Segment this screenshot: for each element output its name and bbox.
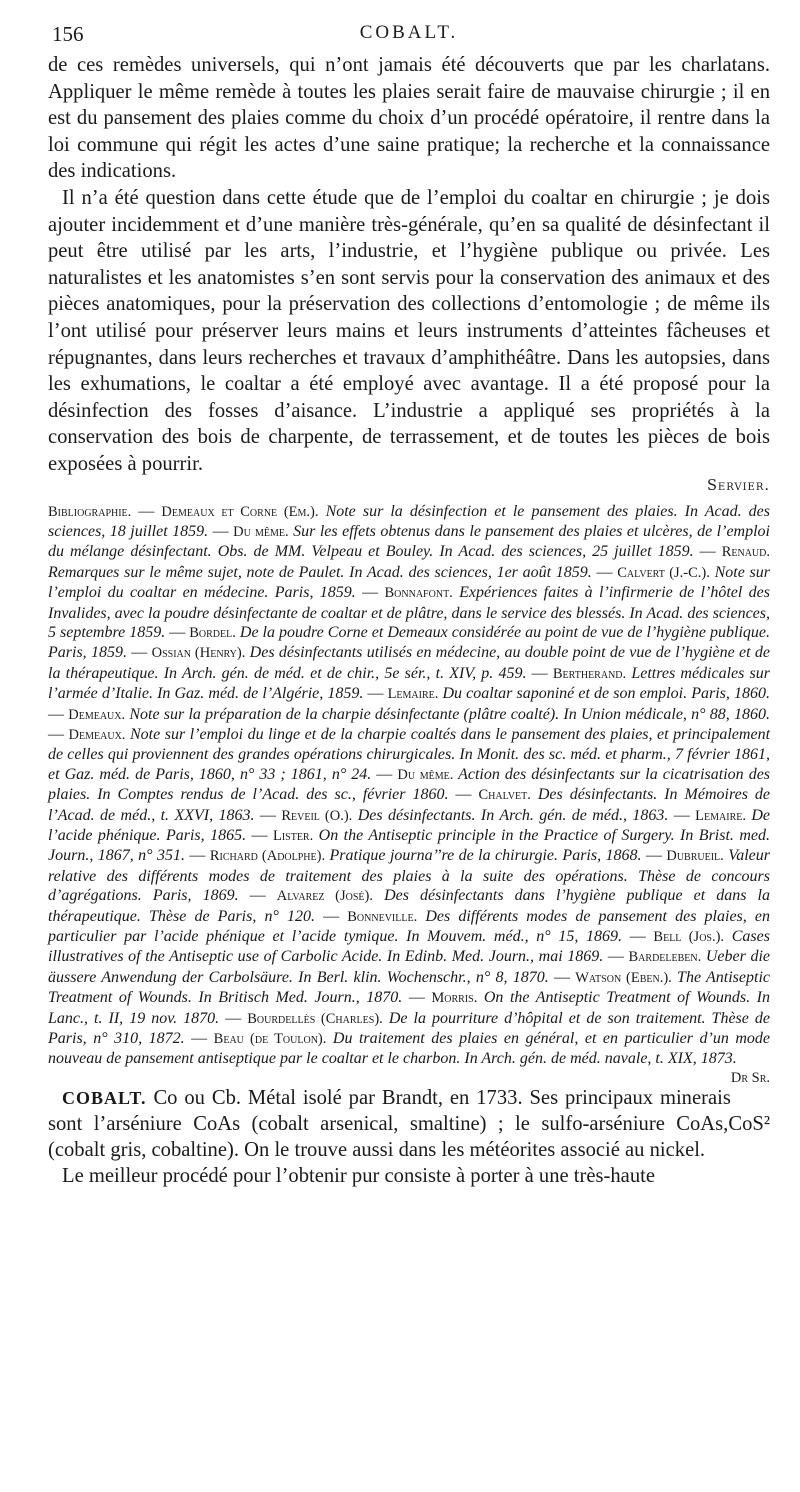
bib-separator: — [448,786,479,804]
bib-separator: — [126,644,152,662]
bib-separator: — [402,989,432,1007]
bib-title: Note sur l’emploi du coaltar en médecine. Paris, 1859. [48,563,771,602]
bib-separator: — [355,584,385,602]
bib-author: Lister. [272,828,314,844]
bib-author: Bonneville. [347,908,418,925]
bib-separator: — [622,928,654,946]
bib-author: Watson (Eben.). [575,969,672,986]
bib-author: Richard (Adolphe). [209,848,326,865]
bib-author: Du même. [397,766,454,783]
bib-title: Pratique journa’’re de la chirurgie. Paris, 1868. [325,847,642,865]
bib-title: Lettres médicales sur l’armée d’Italie. In Gaz. méd. de l’Algérie, 1859. [48,664,771,703]
bib-author: Alvarez (José). [276,888,373,905]
bib-separator: — [184,1030,214,1048]
bib-separator: — [219,1009,248,1027]
bib-author: Lemaire. [387,686,439,703]
bib-author: Morris. [431,990,478,1007]
bib-author: Reveil (O.). [281,807,353,824]
paragraph: de ces remèdes universels, qui n’ont jamais été découverts que par les charlatans. Appliquer le même remède à toutes les plaies serait faire de mauvaise chirurgie ; il en est du pansement des plaies comme du choix d’un procédé opératoire, il rentre dans la loi commune qui régit les actes d’une saine pratique; la recherche et la connaissance des indications. [48,54,770,183]
bib-title: Du traitement des plaies en général, et en particulier d’un mode nouveau de pansement antiseptique par le coaltar et le charbon. In Arch. gén. de méd. navale, t. XIX, 1873. [48,1030,770,1068]
bib-author: Bell (Jos.). [653,929,725,946]
bib-title: Du coaltar saponiné et de son emploi. Paris, 1860. [438,685,771,703]
bib-title: Des différents modes de pansement des plaies, en particulier par l’acide phénique et l’acide tymique. In Mouvem. méd., n° 15, 1869. [48,907,770,946]
bib-separator: — [371,765,398,783]
bib-title: Des désinfectants utilisés en médecine, au double point de vue de l’hygiène et de la thérapeutique. In Arch. gén. de méd. et de chir., 5e sér., t. XIV, p. 459. [48,644,770,682]
bib-separator: — [603,948,629,966]
bib-separator: — [185,847,210,865]
cobalt-paragraph: Le meilleur procédé pour l’obtenir pur consiste à porter à une très-haute [62,1164,655,1187]
bib-title: Valeur relative des différents modes de traitement des plaies à la suite des opérations. Thèse de concours d’agrégations. Paris, 1869. [48,847,770,905]
bib-author: Ossian (Henry). [151,645,246,662]
paragraph: Il n’a été question dans cette étude que de l’emploi du coaltar en chirurgie ; je dois ajouter incidemment et d’une manière très-générale, qu’en sa qualité de désinfectant il peut être utilisé par les arts, l’industrie, et l’hygiène publique ou privée. Les naturalistes et les anatomistes s’en sont servis pour la conservation des animaux et des pièces anatomiques, pour la préservation des collections d’entomologie ; de même ils l’ont utilisé pour préserver leurs mains et leurs instruments d’atteintes fâcheuses et répugnantes, dans leurs recherches et travaux d’amphithéâtre. Dans les autopsies, dans les exhumations, le coaltar a été employé avec avantage. Il a été proposé pour la désinfection des fosses d’aisance. L’industrie a appliqué ses propriétés à la conservation des bois de charpente, de terrassement, et de toutes les pièces de bois exposées à pourrir. [48,186,770,475]
bibliography-signature: Dr Sr. [730,1069,770,1086]
bib-title: Note sur la préparation de la charpie désinfectante (plâtre coalté). In Union médicale, n° 88, 1860. [125,705,771,723]
bib-separator: — [254,806,282,824]
bib-title: Note sur la désinfection et le pansement des plaies. In Acad. des sciences, 18 juillet 1859. [48,502,770,540]
bib-author: Demeaux. [68,726,126,743]
bib-author: Bardeleben. [628,949,702,966]
bib-author: Demeaux et Corne (Em.). [161,503,319,520]
bib-title: Cases illustratives of the Antiseptic use of Carbolic Acide. In Edinb. Med. Journ., mai 1869. [48,928,770,966]
page-header [48,22,770,52]
cobalt-paragraph: Co ou Cb. Métal isolé par Brandt, en 1733. Ses principaux minerais sont l’arséniure CoAs (cobalt arsenical, smaltine) ; le sulfo-arséniure CoAs,CoS² (cobalt gris, cobaltine). On le trouve aussi dans les météorites associé au nickel. [48,1086,770,1161]
bib-title: Des désinfectants dans l’hygiène publique et dans la thérapeutique. Thèse de Paris, n° 120. [48,887,770,925]
bib-author: Chalvet. [478,787,531,804]
bib-title: The Antiseptic Treatment of Wounds. In Britisch Med. Journ., 1870. [48,968,770,1007]
bib-title: Des désinfectants. In Arch. gén. de méd., 1863. [352,806,669,824]
bib-separator: — [246,827,273,844]
bib-title: Des désinfectants. In Mémoires de l’Acad. de méd., t. XXVI, 1863. [48,786,771,824]
bib-separator: — [165,623,190,641]
bib-separator: — [315,907,348,925]
headword: COBALT. [62,1087,147,1108]
bib-title: On the Antiseptic Treatment of Wounds. In Lanc., t. II, 19 nov. 1870. [48,989,771,1027]
bib-title: De la pourriture d’hôpital et de son traitement. Thèse de Paris, n° 310, 1872. [48,1009,771,1048]
page [48,22,770,1189]
bibliography-label: Bibliographie. [48,503,132,520]
bib-author: Bourdellès (Charles). [247,1010,383,1027]
bib-separator: — [693,543,722,561]
bib-separator: — [138,502,162,520]
bib-separator: — [548,968,576,986]
bib-author: Lemaire. [695,807,746,824]
bib-author: Renaud. [721,544,770,561]
bib-title: De l’acide phénique. Paris, 1865. [48,806,771,844]
bib-title: Note sur l’emploi du linge et de la charpie coaltés dans le pansement des plaies, et principalement de celles qui proviennent des grandes opérations chirurgicales. In Monit. des sc. méd. et pharm., 7 février 1861, et Gaz. méd. de Paris, 1860, n° 33 ; 1861, n° 24. [48,725,771,783]
bib-title: Remarques sur le même sujet, note de Paulet. In Acad. des sciences, 1er août 1859. [48,563,592,581]
bib-title: Ueber die äussere Anwendung der Carbolsäure. In Berl. klin. Wochenschr., n° 8, 1870. [48,948,771,986]
bib-separator: — [238,887,277,905]
bib-author: Du même. [233,523,289,540]
page-number: 156 [52,22,84,46]
bib-author: Bordel. [189,624,236,641]
bib-title: On the Antiseptic principle in the Practice of Surgery. In Brist. med. Journ., 1867, n° 351. [48,827,771,865]
article-body [48,52,770,478]
bib-separator: — [48,725,69,743]
bib-title: Sur les effets obtenus dans le pansement des plaies et ulcères, de l’emploi du mélange désinfectant. Obs. de MM. Velpeau et Bouley. In Acad. des sciences, 25 juillet 1859. [48,522,770,561]
author-signature: Servier. [706,477,770,494]
bib-author: Bonnafont. [384,585,453,602]
bibliography [48,502,771,1086]
bib-author: Dubrueil. [666,848,724,865]
cobalt-entry [48,1085,770,1189]
bib-author: Demeaux. [68,706,126,723]
bib-separator: — [363,685,388,703]
bib-separator: — [48,705,69,723]
bib-separator: — [208,522,234,540]
running-title: COBALT. [359,22,459,43]
bib-title: De la poudre Corne et Demeaux considérée au point de vue de l’hygiène publique. Paris, 1859. [48,623,770,662]
bib-author: Calvert (J.-C.). [617,564,710,581]
bib-author: Beau (de Toulon). [213,1031,327,1048]
bib-separator: — [526,664,553,682]
bib-title: Action des désinfectants sur la cicatrisation des plaies. In Comptes rendus de l’Acad. des sc., février 1860. [48,765,771,804]
bib-separator: — [668,806,696,824]
bib-title: Expériences faites à l’infirmerie de l’hôtel des Invalides, avec la poudre désinfectante de coaltar et de plâtre, dans le service des blessés. In Acad. des sciences, 5 septembre 1859. [48,584,771,641]
bib-author: Bertherand. [552,665,627,682]
bib-separator: — [591,563,618,581]
bib-separator: — [641,847,667,865]
